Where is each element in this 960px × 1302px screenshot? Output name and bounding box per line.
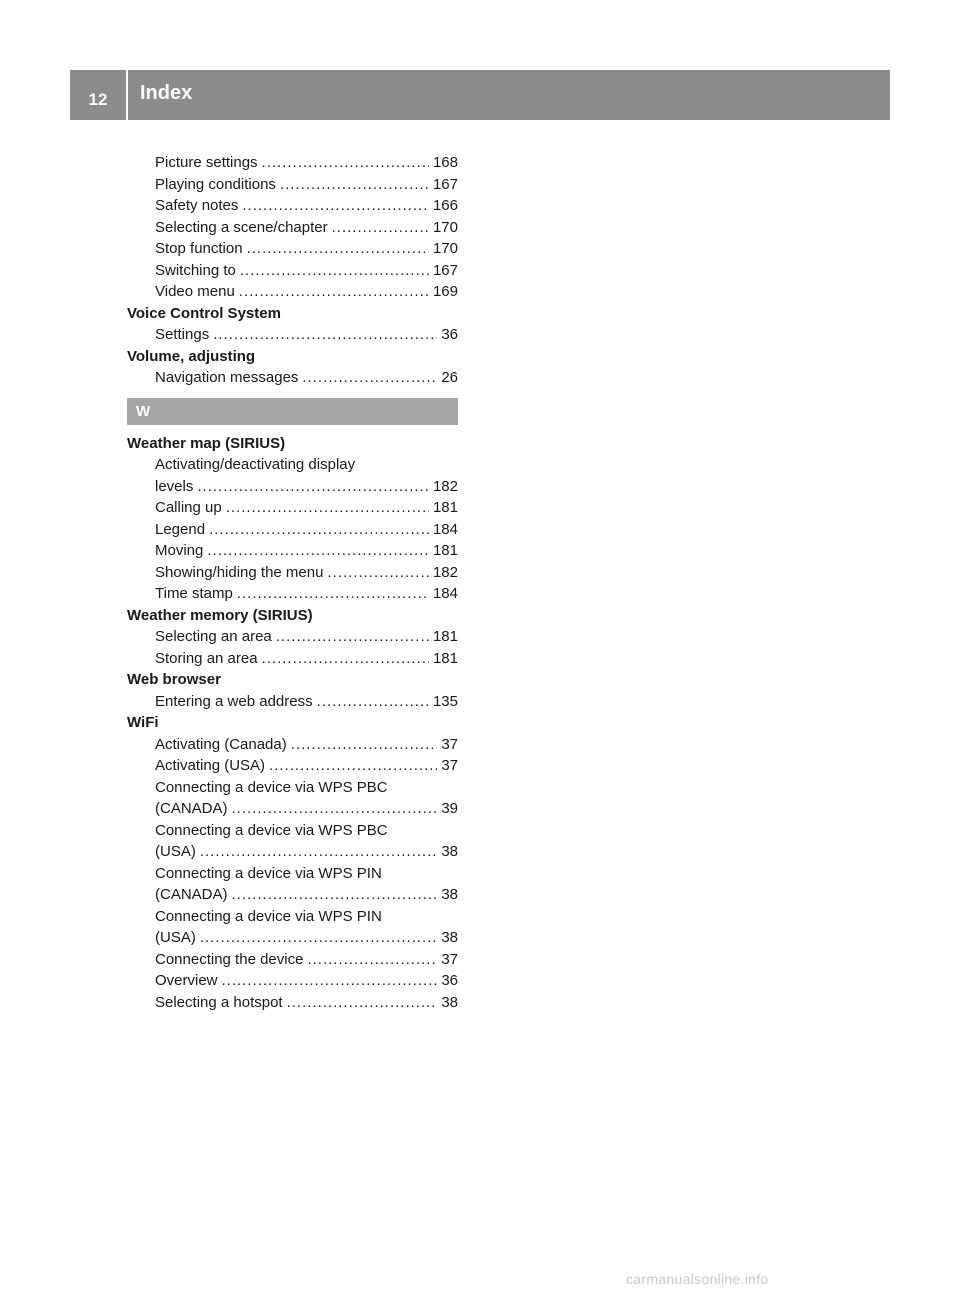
page-reference: 167	[432, 175, 458, 193]
index-sub-entry-text: Time stamp	[155, 585, 233, 602]
page-reference: 39	[441, 800, 458, 817]
dot-leader	[332, 217, 429, 239]
page-reference: 167	[432, 261, 458, 279]
dot-leader	[207, 540, 429, 562]
page-title: Index	[140, 81, 193, 104]
index-sub-entry	[127, 174, 458, 196]
page-reference: 169	[432, 283, 458, 300]
dot-leader	[276, 626, 429, 648]
index-main-entry: Weather map (SIRIUS)	[127, 434, 286, 452]
dot-leader	[280, 174, 429, 196]
index-sub-entry-continued	[127, 820, 458, 842]
index-sub-entry	[127, 583, 458, 605]
dot-leader	[307, 949, 437, 971]
index-block-w	[127, 433, 458, 1014]
page-reference: 36	[441, 326, 458, 343]
index-sub-entry-text: Showing/hiding the menu	[155, 563, 324, 581]
index-sub-entry-continued	[127, 454, 458, 476]
page-reference: 181	[432, 628, 458, 645]
index-sub-entry-text: levels	[155, 477, 194, 495]
index-main-entry: Voice Control System	[127, 304, 281, 322]
page-number: 12	[88, 90, 108, 109]
page-reference: 170	[432, 218, 458, 236]
index-sub-entry	[127, 540, 458, 562]
index-sub-entry	[127, 217, 458, 239]
index-sub-entry-text: Selecting a scene/chapter	[155, 218, 328, 236]
index-sub-entry-continued	[127, 906, 458, 928]
index-sub-entry-text: Settings	[155, 326, 210, 343]
index-sub-entry-text: Storing an area	[155, 649, 258, 667]
dot-leader	[262, 152, 429, 174]
index-sub-entry	[127, 798, 458, 820]
index-sub-entry-text: Connecting a device via WPS PBC	[155, 821, 388, 839]
index-sub-entry-text: Safety notes	[155, 197, 239, 214]
index-sub-entry-text: Moving	[155, 542, 204, 559]
index-sub-entry	[127, 884, 458, 906]
index-sub-entry	[127, 927, 458, 949]
index-main-entry: Web browser	[127, 671, 221, 688]
dot-leader	[317, 691, 429, 713]
dot-leader	[197, 476, 429, 498]
page-reference: 166	[432, 197, 458, 214]
page-reference: 182	[432, 477, 458, 495]
index-sub-entry	[127, 648, 458, 670]
index-sub-entry	[127, 519, 458, 541]
index-sub-entry-text: (CANADA)	[155, 800, 228, 817]
page-reference: 37	[441, 735, 458, 753]
page-reference: 184	[432, 520, 458, 538]
page-reference: 37	[441, 757, 458, 774]
page-reference: 38	[441, 993, 458, 1011]
index-sub-entry	[127, 562, 458, 584]
index-sub-entry	[127, 367, 458, 389]
index-sub-entry	[127, 260, 458, 282]
index-sub-entry-text: Navigation messages	[155, 369, 299, 386]
dot-leader	[226, 497, 429, 519]
index-sub-entry-text: Selecting an area	[155, 628, 272, 645]
index-sub-entry-text: Selecting a hotspot	[155, 993, 283, 1011]
page-reference: 38	[441, 843, 458, 860]
index-sub-entry-text: Connecting a device via WPS PBC	[155, 778, 388, 796]
dot-leader	[200, 841, 437, 863]
dot-leader	[291, 734, 438, 756]
index-sub-entry-text: Connecting a device via WPS PIN	[155, 864, 382, 882]
dot-leader	[269, 755, 437, 777]
page-reference: 168	[432, 154, 458, 171]
watermark: carmanualsonline.info	[626, 1271, 769, 1287]
index-sub-entry	[127, 992, 458, 1014]
index-sub-entry-text: (USA)	[155, 929, 196, 946]
index-sub-entry	[127, 949, 458, 971]
dot-leader	[242, 195, 429, 217]
index-main-entry: WiFi	[127, 714, 159, 731]
index-sub-entry	[127, 152, 458, 174]
index-sub-entry	[127, 281, 458, 303]
index-sub-entry-text: Calling up	[155, 499, 222, 516]
dot-leader	[232, 798, 438, 820]
page-reference: 36	[441, 972, 458, 989]
index-sub-entry	[127, 476, 458, 498]
index-sub-entry-text: Playing conditions	[155, 175, 276, 193]
page-header	[70, 70, 890, 120]
index-sub-entry-text: Activating (Canada)	[155, 735, 287, 753]
index-column	[127, 152, 458, 1013]
page-reference: 26	[441, 369, 458, 386]
dot-leader	[287, 992, 438, 1014]
dot-leader	[213, 324, 437, 346]
dot-leader	[232, 884, 438, 906]
page-reference: 181	[432, 542, 458, 559]
page-reference: 37	[441, 950, 458, 968]
dot-leader	[240, 260, 429, 282]
page-reference: 38	[441, 886, 458, 903]
index-sub-entry-text: Switching to	[155, 261, 236, 279]
index-main-entry: Volume, adjusting	[127, 347, 256, 365]
page-reference: 38	[441, 929, 458, 946]
dot-leader	[222, 970, 438, 992]
index-sub-entry-text: Legend	[155, 520, 206, 538]
index-sub-entry	[127, 734, 458, 756]
page-reference: 184	[432, 585, 458, 602]
dot-leader	[247, 238, 429, 260]
index-sub-entry	[127, 497, 458, 519]
dot-leader	[237, 583, 429, 605]
index-sub-entry-text: Connecting the device	[155, 950, 304, 968]
index-sub-entry-text: Picture settings	[155, 154, 258, 171]
index-sub-entry-text: Stop function	[155, 240, 243, 257]
index-sub-entry-text: Entering a web address	[155, 692, 313, 710]
dot-leader	[302, 367, 437, 389]
index-sub-entry-text: Activating/deactivating display	[155, 456, 356, 473]
index-sub-entry-text: (CANADA)	[155, 886, 228, 903]
index-main-entry: Weather memory (SIRIUS)	[127, 606, 313, 624]
index-sub-entry	[127, 841, 458, 863]
page-reference: 181	[432, 499, 458, 516]
index-sub-entry-text: Overview	[155, 972, 218, 989]
page-reference: 181	[432, 649, 458, 667]
index-sub-entry	[127, 970, 458, 992]
index-sub-entry	[127, 324, 458, 346]
page-reference: 182	[432, 563, 458, 581]
index-sub-entry-text: Connecting a device via WPS PIN	[155, 907, 382, 925]
index-sub-entry-text: (USA)	[155, 843, 196, 860]
page-reference: 135	[432, 692, 458, 710]
index-sub-entry	[127, 626, 458, 648]
index-sub-entry-text: Activating (USA)	[155, 757, 266, 774]
index-sub-entry-continued	[127, 863, 458, 885]
dot-leader	[209, 519, 429, 541]
index-sub-entry	[127, 195, 458, 217]
dot-leader	[200, 927, 437, 949]
dot-leader	[262, 648, 429, 670]
index-sub-entry	[127, 238, 458, 260]
dot-leader	[239, 281, 429, 303]
index-block-v	[127, 152, 458, 389]
index-sub-entry-text: Video menu	[155, 283, 235, 300]
dot-leader	[327, 562, 429, 584]
page-reference: 170	[432, 240, 458, 257]
index-sub-entry	[127, 755, 458, 777]
index-sub-entry-continued	[127, 777, 458, 799]
section-header-w: W	[127, 398, 458, 425]
index-sub-entry	[127, 691, 458, 713]
